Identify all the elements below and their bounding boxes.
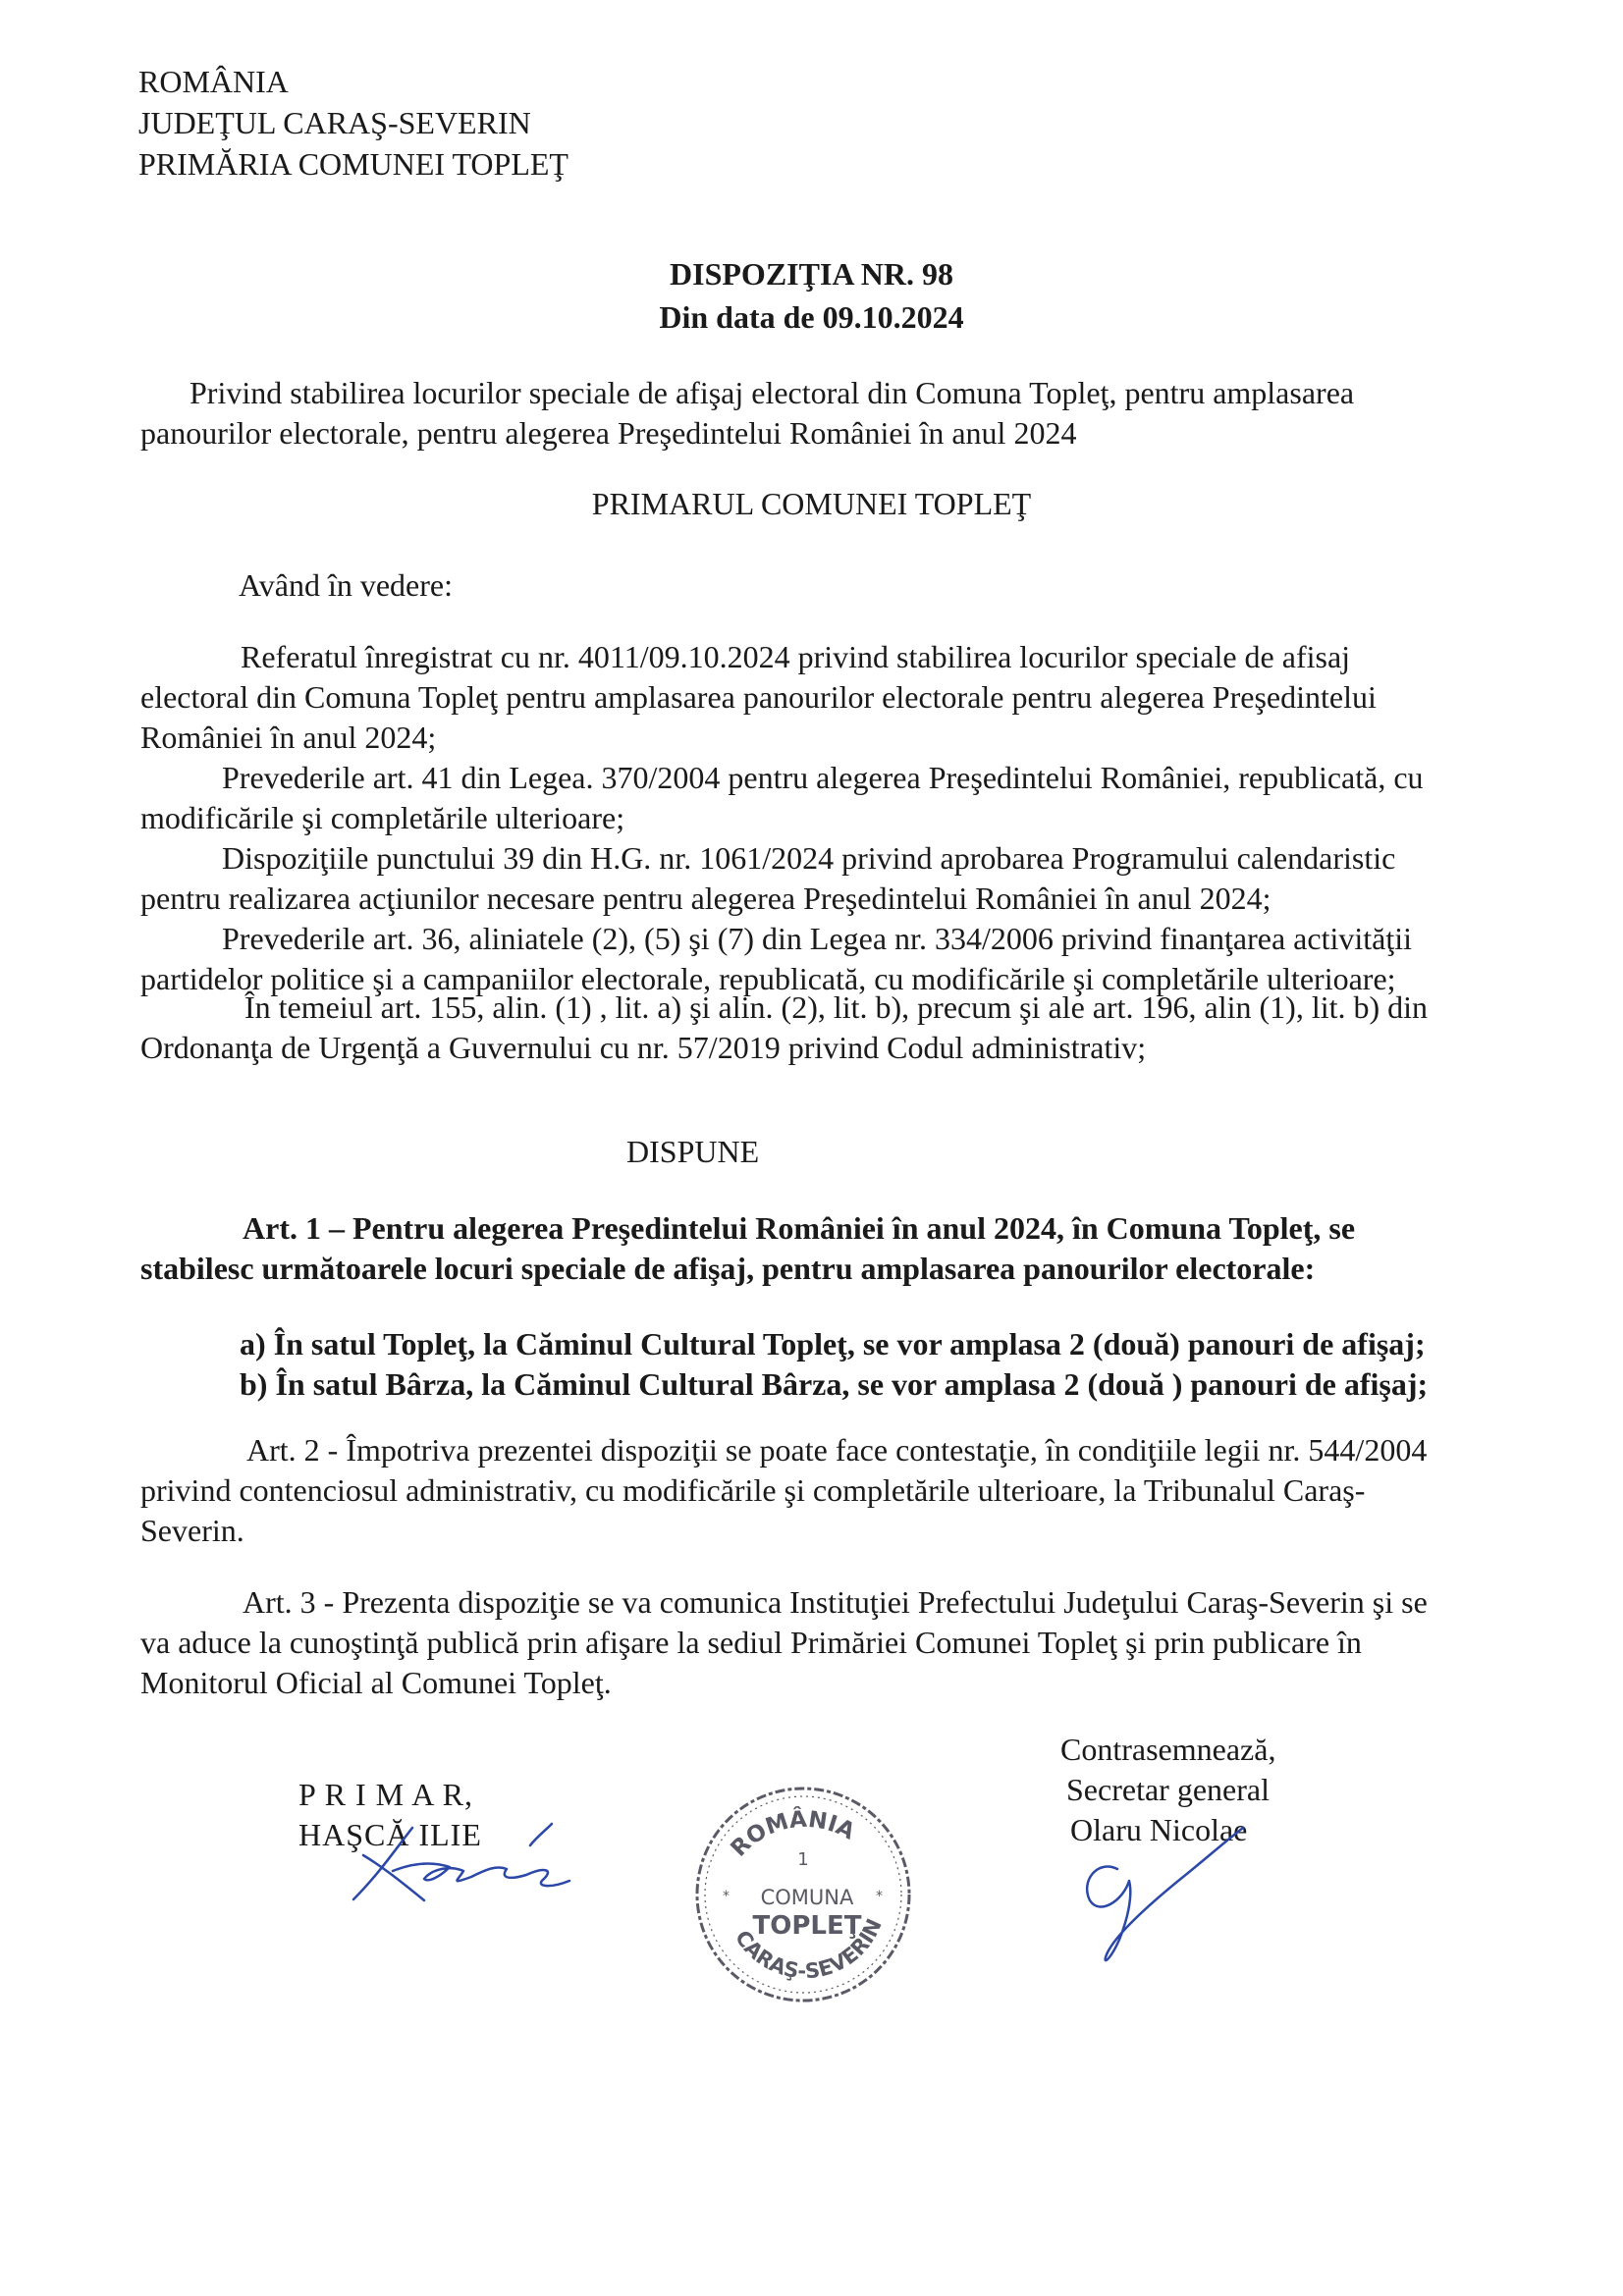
subject-paragraph: Privind stabilirea locurilor speciale de afişaj electoral din Comuna Topleţ, pentru amplasarea panourilor electorale, pentru alegerea Preşedintelui României în anul 2024: [140, 375, 1355, 451]
countersign-label: Contrasemnează,: [1060, 1732, 1276, 1767]
secretary-title: Secretar general: [1066, 1772, 1270, 1807]
disposition-number: DISPOZIŢIA NR. 98: [670, 256, 953, 292]
mayor-name: HAŞCĂ ILIE: [298, 1817, 482, 1852]
article-3: Art. 3 - Prezenta dispoziţie se va comunica Instituţiei Prefectului Judeţului Caraş-Severin şi se va aduce la cunoştinţă publică prin afişare la sediul Primăriei Comunei Topleţ şi prin publicare în Monitorul Oficial al Comunei Topleţ.: [140, 1584, 1428, 1700]
mayor-signature: [334, 1806, 589, 1914]
institution-header: [138, 61, 568, 185]
reference-law-334: Prevederile art. 36, aliniatele (2), (5) şi (7) din Legea nr. 334/2006 privind finanţarea activităţii: [222, 921, 1413, 956]
stamp-bottom-text: CARAŞ-SEVERIN: [730, 1915, 887, 1984]
legal-references: Referatul înregistrat cu nr. 4011/09.10.2024 privind stabilirea locurilor speciale de afisaj electoral din Comuna Topleţ pentru amplasarea panourilor electorale pentru alegerea Preşedintelui României în anul 2024; Prevederile art. 41 din Legea. 370/2004 pentru alegerea Preşedintelui României, republicată, cu modificările şi completările ulterioare; Dispoziţiile punctului 39 din H.G. nr. 1061/2024 privind aprobarea Programului calendaristic pentru realizarea acţiunilor necesare pentru alegerea Preşedintelui României în anul 2024; Prevederile art. 36, aliniatele (2), (5) şi (7) din Legea nr. 334/2006 privind finanţarea activităţii partidelor politice şi a campaniilor electorale, republicată, cu modificările şi completările ulterioare;: [140, 637, 1505, 999]
issuer-heading: PRIMARUL COMUNEI TOPLEŢ: [591, 486, 1032, 521]
legal-basis: În temeiul art. 155, alin. (1) , lit. a) şi alin. (2), lit. b), precum şi ale art. 196, alin (1), lit. b) din Ordonanţa de Urgenţă a Guvernului cu nr. 57/2019 privind Codul administrativ;: [140, 989, 1429, 1065]
stamp-star-right: *: [876, 1889, 883, 1904]
document-title: [0, 252, 1623, 339]
header-county: JUDEŢUL CARAŞ-SEVERIN: [138, 105, 531, 140]
location-item-b: b) În satul Bârza, la Căminul Cultural Bârza, se vor amplasa 2 (două ) panouri de afişaj;: [240, 1366, 1429, 1402]
article-2: Art. 2 - Împotriva prezentei dispoziţii se poate face contestaţie, în condiţiile legii nr. 544/2004 privind contenciosul administrativ, cu modificările şi completările ulterioare, la Tribunalul Caraş- Severin.: [140, 1432, 1428, 1548]
reference-law-370: Prevederile art. 41 din Legea. 370/2004 pentru alegerea Preşedintelui României, republicată, cu: [222, 760, 1424, 795]
stamp-center-line2: TOPLEŢ: [752, 1911, 862, 1941]
location-item-a: a) În satul Topleţ, la Căminul Cultural Topleţ, se vor amplasa 2 (două) panouri de afişaj;: [240, 1326, 1426, 1362]
secretary-name: Olaru Nicolae: [1070, 1812, 1248, 1847]
mayor-title: P R I M A R,: [298, 1777, 473, 1812]
stamp-number: 1: [797, 1849, 809, 1870]
stamp-top-text: ROMÂNIA: [726, 1806, 859, 1862]
considering-heading: Având în vedere:: [239, 567, 453, 603]
reference-report: Referatul înregistrat cu nr. 4011/09.10.2024 privind stabilirea locurilor speciale de afisaj: [241, 639, 1351, 674]
header-townhall: PRIMĂRIA COMUNEI TOPLEŢ: [138, 146, 568, 182]
article-1: Art. 1 – Pentru alegerea Preşedintelui României în anul 2024, în Comuna Topleţ, se stabilesc următoarele locuri speciale de afişaj, pentru amplasarea panourilor electorale:: [140, 1210, 1356, 1286]
stamp-star-left: *: [723, 1889, 730, 1904]
disposition-date: Din data de 09.10.2024: [659, 299, 964, 335]
official-stamp: [685, 1775, 921, 2010]
reference-hg-1061: Dispoziţiile punctului 39 din H.G. nr. 1061/2024 privind aprobarea Programului calendaristic: [222, 840, 1396, 876]
dispune-heading: DISPUNE: [626, 1134, 760, 1169]
header-country: ROMÂNIA: [138, 64, 289, 99]
secretary-signature: [1060, 1802, 1257, 1979]
article-1-locations: [240, 1324, 1428, 1405]
stamp-center-line1: COMUNA: [760, 1886, 854, 1909]
